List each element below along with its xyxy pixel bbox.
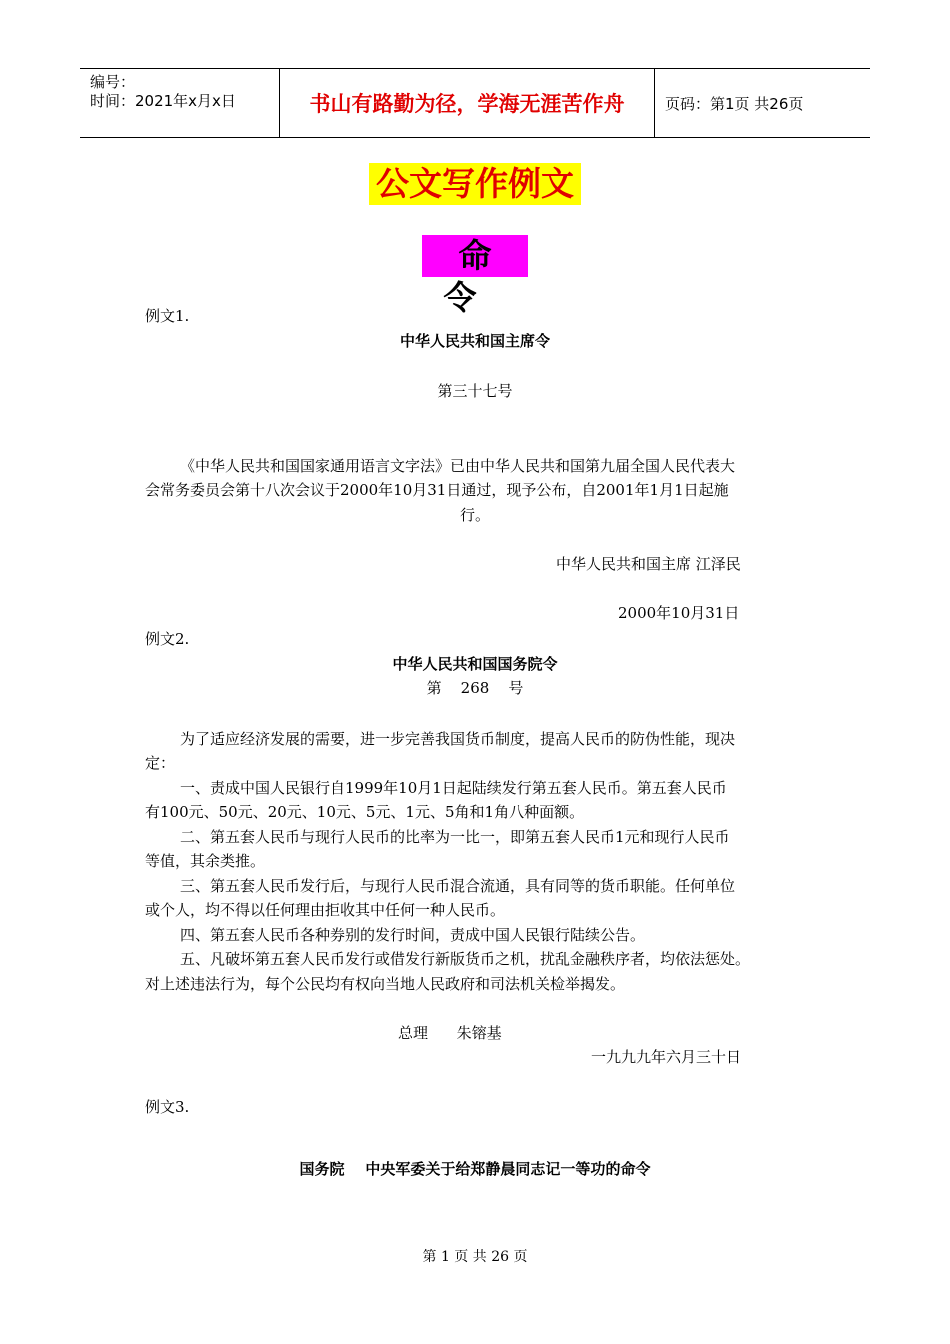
header-page-label: 页码：第1页 共26页	[665, 94, 804, 113]
example2-para0-line2: 定：	[145, 754, 176, 772]
example2-para2-line1: 二、第五套人民币与现行人民币的比率为一比一，即第五套人民币1元和现行人民币	[180, 828, 730, 846]
document-header	[80, 68, 870, 138]
page-footer: 第 1 页 共 26 页	[422, 1249, 528, 1265]
example1-date: 2000年10月31日	[618, 604, 740, 622]
example1-heading: 中华人民共和国主席令	[399, 332, 550, 350]
example2-heading: 中华人民共和国国务院令	[392, 655, 558, 673]
header-motto: 书山有路勤为径，学海无涯苦作舟	[280, 69, 655, 137]
example2-para5-line1: 五、凡破坏第五套人民币发行或借发行新版货币之机，扰乱金融秩序者，均依法惩处。	[180, 950, 751, 968]
example2-label: 例文2.	[145, 630, 190, 648]
example2-para3-line2: 或个人，均不得以任何理由拒收其中任何一种人民币。	[145, 901, 506, 919]
main-title: 公文写作例文	[369, 163, 581, 205]
example2-para1-line1: 一、责成中国人民银行自1999年10月1日起陆续发行第五套人民币。第五套人民币	[180, 779, 727, 797]
example1-number: 第三十七号	[437, 382, 513, 400]
example2-number: 第 268 号	[426, 679, 524, 697]
example2-date: 一九九九年六月三十日	[591, 1048, 742, 1066]
example2-para3-line1: 三、第五套人民币发行后，与现行人民币混合流通，具有同等的货币职能。任何单位	[180, 877, 736, 895]
example1-signer: 中华人民共和国主席 江泽民	[556, 555, 741, 573]
header-meta	[80, 69, 280, 137]
example1-body-line1: 《中华人民共和国国家通用语言文字法》已由中华人民共和国第九届全国人民代表大	[180, 457, 736, 475]
example1-label: 例文1.	[145, 307, 190, 325]
example2-para4: 四、第五套人民币各种券别的发行时间，责成中国人民银行陆续公告。	[180, 926, 646, 944]
example2-signer: 总理 朱镕基	[398, 1024, 502, 1042]
example2-para2-line2: 等值，其余类推。	[145, 852, 266, 870]
example1-body-line3: 行。	[459, 506, 490, 524]
example2-para0-line1: 为了适应经济发展的需要，进一步完善我国货币制度，提高人民币的防伪性能，现决	[180, 730, 736, 748]
example2-para5-line2: 对上述违法行为，每个公民均有权向当地人民政府和司法机关检举揭发。	[145, 975, 626, 993]
time-label: 时间：2021年x月x日	[90, 92, 236, 110]
example1-body-line2: 会常务委员会第十八次会议于2000年10月31日通过，现予公布，自2001年1月1日起施	[145, 481, 729, 499]
example3-label: 例文3.	[145, 1098, 190, 1116]
number-label: 编号：	[90, 73, 136, 91]
sub-title: 命令	[422, 235, 528, 277]
example2-para1-line2: 有100元、50元、20元、10元、5元、1元、5角和1角八种面额。	[145, 803, 585, 821]
example3-heading: 国务院 中央军委关于给郑静晨同志记一等功的命令	[299, 1160, 651, 1178]
